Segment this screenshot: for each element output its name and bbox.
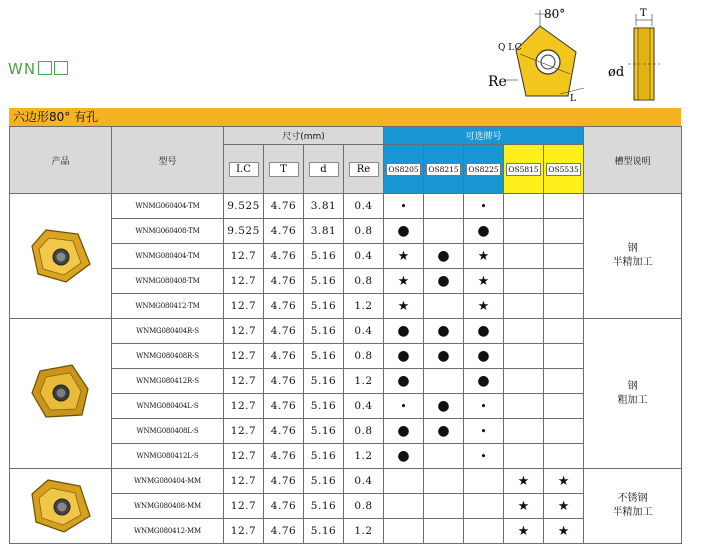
ic-cell: 12.7 <box>224 394 264 419</box>
t-cell: 4.76 <box>264 294 304 319</box>
grade-mark-cell <box>504 394 544 419</box>
grade-mark-cell <box>464 369 504 394</box>
t-cell: 4.76 <box>264 369 304 394</box>
model-cell: WNMG080412-MM <box>112 519 224 544</box>
dot-mark: • <box>480 399 487 413</box>
grade-mark-cell <box>504 294 544 319</box>
grade-mark-cell <box>384 344 424 369</box>
page-title: WN <box>8 60 68 78</box>
table-row <box>10 194 682 219</box>
d-cell: 5.16 <box>304 244 344 269</box>
re-cell: 0.8 <box>344 219 384 244</box>
size-header: 尺寸(mm) <box>224 127 384 145</box>
grade-mark-cell <box>464 494 504 519</box>
t-cell: 4.76 <box>264 194 304 219</box>
model-cell: WNMG060404-TM <box>112 194 224 219</box>
dot-mark: ● <box>477 223 490 239</box>
grade-mark-cell <box>424 394 464 419</box>
t-cell: 4.76 <box>264 494 304 519</box>
grade-header: OS8205 <box>384 145 424 194</box>
model-cell: WNMG080404L-S <box>112 394 224 419</box>
grade-mark-cell <box>424 444 464 469</box>
dim-header: Re <box>344 145 384 194</box>
grade-header: OS5535 <box>544 145 584 194</box>
star-mark: ★ <box>397 248 410 264</box>
re-cell: 0.8 <box>344 269 384 294</box>
grade-mark-cell <box>544 194 584 219</box>
model-cell: WNMG080412-TM <box>112 294 224 319</box>
star-mark: ★ <box>517 498 530 514</box>
star-mark: ★ <box>477 273 490 289</box>
grade-mark-cell <box>424 469 464 494</box>
t-cell: 4.76 <box>264 319 304 344</box>
grade-mark-cell <box>544 419 584 444</box>
d-cell: 3.81 <box>304 219 344 244</box>
ic-cell: 12.7 <box>224 469 264 494</box>
ic-cell: 9.525 <box>224 194 264 219</box>
dot-mark: • <box>400 199 407 213</box>
grade-mark-cell <box>544 444 584 469</box>
ic-cell: 12.7 <box>224 419 264 444</box>
operation-label: 半精加工 <box>612 257 653 268</box>
dot-mark: ● <box>437 323 450 339</box>
grade-mark-cell <box>424 494 464 519</box>
groove-header: 槽型说明 <box>584 127 682 194</box>
grade-mark-cell <box>504 194 544 219</box>
grade-mark-cell <box>384 369 424 394</box>
t-cell: 4.76 <box>264 394 304 419</box>
grade-mark-cell <box>544 369 584 394</box>
grade-mark-cell <box>504 469 544 494</box>
t-label: T <box>640 8 647 19</box>
table-row <box>10 469 682 494</box>
re-cell: 0.8 <box>344 419 384 444</box>
grade-mark-cell <box>384 494 424 519</box>
ic-cell: 12.7 <box>224 519 264 544</box>
insert-image <box>10 194 112 319</box>
groove-description <box>584 319 682 469</box>
material-label: 不锈钢 <box>617 493 648 504</box>
t-cell: 4.76 <box>264 244 304 269</box>
ic-cell: 12.7 <box>224 444 264 469</box>
grade-mark-cell <box>464 444 504 469</box>
star-mark: ★ <box>557 498 570 514</box>
re-label: Re <box>488 74 507 90</box>
re-cell: 1.2 <box>344 444 384 469</box>
grade-mark-cell <box>544 219 584 244</box>
model-cell: WNMG080404-MM <box>112 469 224 494</box>
d-cell: 5.16 <box>304 469 344 494</box>
t-cell: 4.76 <box>264 219 304 244</box>
grade-mark-cell <box>504 369 544 394</box>
grade-mark-cell <box>504 419 544 444</box>
dot-mark: ● <box>477 373 490 389</box>
grade-mark-cell <box>464 419 504 444</box>
re-cell: 0.4 <box>344 319 384 344</box>
grade-mark-cell <box>424 344 464 369</box>
grade-mark-cell <box>424 269 464 294</box>
grade-mark-cell <box>424 294 464 319</box>
dot-mark: ● <box>397 373 410 389</box>
dot-mark: ● <box>437 248 450 264</box>
dot-mark: • <box>480 424 487 438</box>
model-cell: WNMG080412R-S <box>112 369 224 394</box>
model-header: 型号 <box>112 127 224 194</box>
grade-mark-cell <box>384 319 424 344</box>
material-label: 钢 <box>627 380 638 392</box>
re-cell: 0.4 <box>344 244 384 269</box>
insert-image <box>10 469 112 544</box>
re-cell: 0.4 <box>344 194 384 219</box>
d-label: ød <box>608 65 625 80</box>
grade-mark-cell <box>384 519 424 544</box>
grade-mark-cell <box>504 319 544 344</box>
re-cell: 1.2 <box>344 294 384 319</box>
spec-table <box>9 126 682 544</box>
grade-mark-cell <box>464 319 504 344</box>
dot-mark: • <box>480 449 487 463</box>
dot-mark: ● <box>437 273 450 289</box>
model-cell: WNMG080412L-S <box>112 444 224 469</box>
grade-mark-cell <box>504 244 544 269</box>
grade-mark-cell <box>424 219 464 244</box>
angle-label: 80° <box>544 7 566 21</box>
groove-description <box>584 469 682 544</box>
grade-mark-cell <box>424 319 464 344</box>
section-banner: 六边形80° 有孔 <box>9 108 681 126</box>
model-cell: WNMG060408-TM <box>112 219 224 244</box>
t-cell: 4.76 <box>264 519 304 544</box>
d-cell: 5.16 <box>304 394 344 419</box>
grade-mark-cell <box>464 344 504 369</box>
model-cell: WNMG080408R-S <box>112 344 224 369</box>
t-cell: 4.76 <box>264 419 304 444</box>
insert-side-view <box>628 14 660 100</box>
grade-mark-cell <box>464 244 504 269</box>
ic-cell: 12.7 <box>224 319 264 344</box>
grade-mark-cell <box>424 369 464 394</box>
operation-label: 半精加工 <box>612 507 653 518</box>
d-cell: 5.16 <box>304 519 344 544</box>
t-cell: 4.76 <box>264 344 304 369</box>
grade-mark-cell <box>544 394 584 419</box>
model-cell: WNMG080408-TM <box>112 269 224 294</box>
grade-mark-cell <box>384 294 424 319</box>
star-mark: ★ <box>557 473 570 489</box>
grades-header: 可选牌号 <box>384 127 584 145</box>
groove-description <box>584 194 682 319</box>
title-box <box>38 61 52 75</box>
insert-image <box>10 319 112 469</box>
model-cell: WNMG080404-TM <box>112 244 224 269</box>
grade-mark-cell <box>464 269 504 294</box>
ic-cell: 12.7 <box>224 369 264 394</box>
dot-mark: ● <box>477 323 490 339</box>
grade-mark-cell <box>504 444 544 469</box>
grade-mark-cell <box>544 319 584 344</box>
model-cell: WNMG080408-MM <box>112 494 224 519</box>
ic-cell: 12.7 <box>224 294 264 319</box>
model-cell: WNMG080408L-S <box>112 419 224 444</box>
grade-mark-cell <box>424 244 464 269</box>
dot-mark: ● <box>397 423 410 439</box>
grade-mark-cell <box>544 519 584 544</box>
star-mark: ★ <box>557 523 570 539</box>
grade-mark-cell <box>384 219 424 244</box>
model-cell: WNMG080404R-S <box>112 319 224 344</box>
re-cell: 0.8 <box>344 494 384 519</box>
star-mark: ★ <box>517 523 530 539</box>
dot-mark: ● <box>437 398 450 414</box>
grade-mark-cell <box>544 469 584 494</box>
grade-mark-cell <box>544 269 584 294</box>
grade-mark-cell <box>504 494 544 519</box>
dim-header: d <box>304 145 344 194</box>
grade-mark-cell <box>384 394 424 419</box>
grade-mark-cell <box>464 469 504 494</box>
dim-header: T <box>264 145 304 194</box>
dot-mark: ● <box>397 348 410 364</box>
d-cell: 5.16 <box>304 319 344 344</box>
dot-mark: ● <box>397 223 410 239</box>
star-mark: ★ <box>477 298 490 314</box>
grade-header: OS5815 <box>504 145 544 194</box>
grade-mark-cell <box>544 244 584 269</box>
grade-mark-cell <box>464 219 504 244</box>
grade-mark-cell <box>384 269 424 294</box>
grade-mark-cell <box>424 519 464 544</box>
re-cell: 1.2 <box>344 519 384 544</box>
insert-geometry-diagram <box>480 4 700 106</box>
star-mark: ★ <box>517 473 530 489</box>
grade-header: OS8215 <box>424 145 464 194</box>
ic-label: Q I.C <box>498 43 522 53</box>
dot-mark: • <box>480 199 487 213</box>
d-cell: 5.16 <box>304 444 344 469</box>
grade-mark-cell <box>504 344 544 369</box>
d-cell: 5.16 <box>304 344 344 369</box>
re-cell: 0.8 <box>344 344 384 369</box>
dot-mark: • <box>400 399 407 413</box>
star-mark: ★ <box>397 298 410 314</box>
material-label: 钢 <box>627 243 638 254</box>
grade-mark-cell <box>464 394 504 419</box>
grade-mark-cell <box>504 269 544 294</box>
dot-mark: ● <box>437 348 450 364</box>
spec-body <box>10 194 682 544</box>
grade-header: OS8225 <box>464 145 504 194</box>
dim-header: I.C <box>224 145 264 194</box>
grade-mark-cell <box>384 419 424 444</box>
t-cell: 4.76 <box>264 469 304 494</box>
dot-mark: ● <box>397 323 410 339</box>
grade-mark-cell <box>464 294 504 319</box>
grade-mark-cell <box>544 494 584 519</box>
grade-mark-cell <box>424 194 464 219</box>
grade-mark-cell <box>464 519 504 544</box>
l-label: L <box>570 94 576 104</box>
grade-mark-cell <box>544 294 584 319</box>
d-cell: 5.16 <box>304 294 344 319</box>
ic-cell: 12.7 <box>224 344 264 369</box>
title-box <box>54 61 68 75</box>
grade-mark-cell <box>384 194 424 219</box>
t-cell: 4.76 <box>264 444 304 469</box>
d-cell: 5.16 <box>304 494 344 519</box>
t-cell: 4.76 <box>264 269 304 294</box>
d-cell: 5.16 <box>304 269 344 294</box>
dot-mark: ● <box>437 423 450 439</box>
d-cell: 5.16 <box>304 419 344 444</box>
re-cell: 1.2 <box>344 369 384 394</box>
grade-mark-cell <box>504 519 544 544</box>
grade-mark-cell <box>504 219 544 244</box>
insert-top-view <box>504 10 584 96</box>
d-cell: 3.81 <box>304 194 344 219</box>
star-mark: ★ <box>397 273 410 289</box>
dot-mark: ● <box>397 448 410 464</box>
re-cell: 0.4 <box>344 394 384 419</box>
table-row <box>10 319 682 344</box>
dot-mark: ● <box>477 348 490 364</box>
product-header: 产品 <box>10 127 112 194</box>
grade-mark-cell <box>384 444 424 469</box>
operation-label: 粗加工 <box>617 394 648 406</box>
d-cell: 5.16 <box>304 369 344 394</box>
ic-cell: 12.7 <box>224 244 264 269</box>
star-mark: ★ <box>477 248 490 264</box>
grade-mark-cell <box>424 419 464 444</box>
re-cell: 0.4 <box>344 469 384 494</box>
grade-mark-cell <box>384 244 424 269</box>
ic-cell: 12.7 <box>224 269 264 294</box>
grade-mark-cell <box>544 344 584 369</box>
grade-mark-cell <box>464 194 504 219</box>
ic-cell: 9.525 <box>224 219 264 244</box>
ic-cell: 12.7 <box>224 494 264 519</box>
grade-mark-cell <box>384 469 424 494</box>
